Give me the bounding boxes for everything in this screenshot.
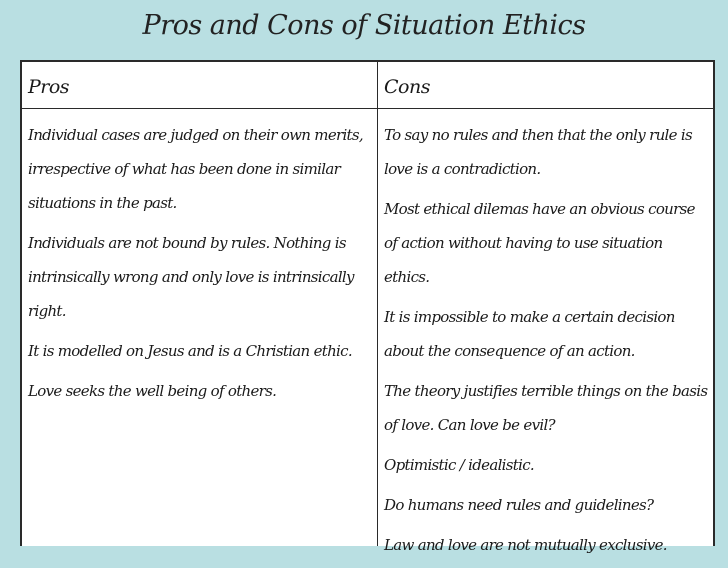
- cons-item: Law and love are not mutually exclusive.: [384, 536, 667, 554]
- header-divider: [22, 108, 713, 109]
- pros-item: Individuals are not bound by rules. Nothing is intrinsically wrong and only love is intrinsically right.: [28, 234, 354, 320]
- cons-item: Most ethical dilemas have an obvious course of action without having to use situation ethics.: [384, 200, 695, 286]
- cons-column: [384, 118, 709, 568]
- pros-item: It is modelled on Jesus and is a Christian ethic.: [28, 342, 352, 360]
- pros-item: Love seeks the well being of others.: [28, 382, 277, 400]
- slide-title: Pros and Cons of Situation Ethics: [142, 10, 586, 41]
- cons-item: To say no rules and then that the only rule is love is a contradiction.: [384, 126, 692, 178]
- cons-item: Do humans need rules and guidelines?: [384, 496, 654, 514]
- cons-item: It is impossible to make a certain decision about the consequence of an action.: [384, 308, 675, 360]
- cons-header: Cons: [384, 76, 430, 98]
- pros-item: Individual cases are judged on their own merits, irrespective of what has been done in similar situations in the past.: [28, 126, 363, 212]
- pros-cons-table: [20, 60, 715, 554]
- column-divider: [377, 62, 378, 546]
- pros-header: Pros: [28, 76, 70, 98]
- cons-item: Optimistic / idealistic.: [384, 456, 534, 474]
- pros-column: [28, 118, 368, 414]
- cons-item: The theory justifies terrible things on the basis of love. Can love be evil?: [384, 382, 708, 434]
